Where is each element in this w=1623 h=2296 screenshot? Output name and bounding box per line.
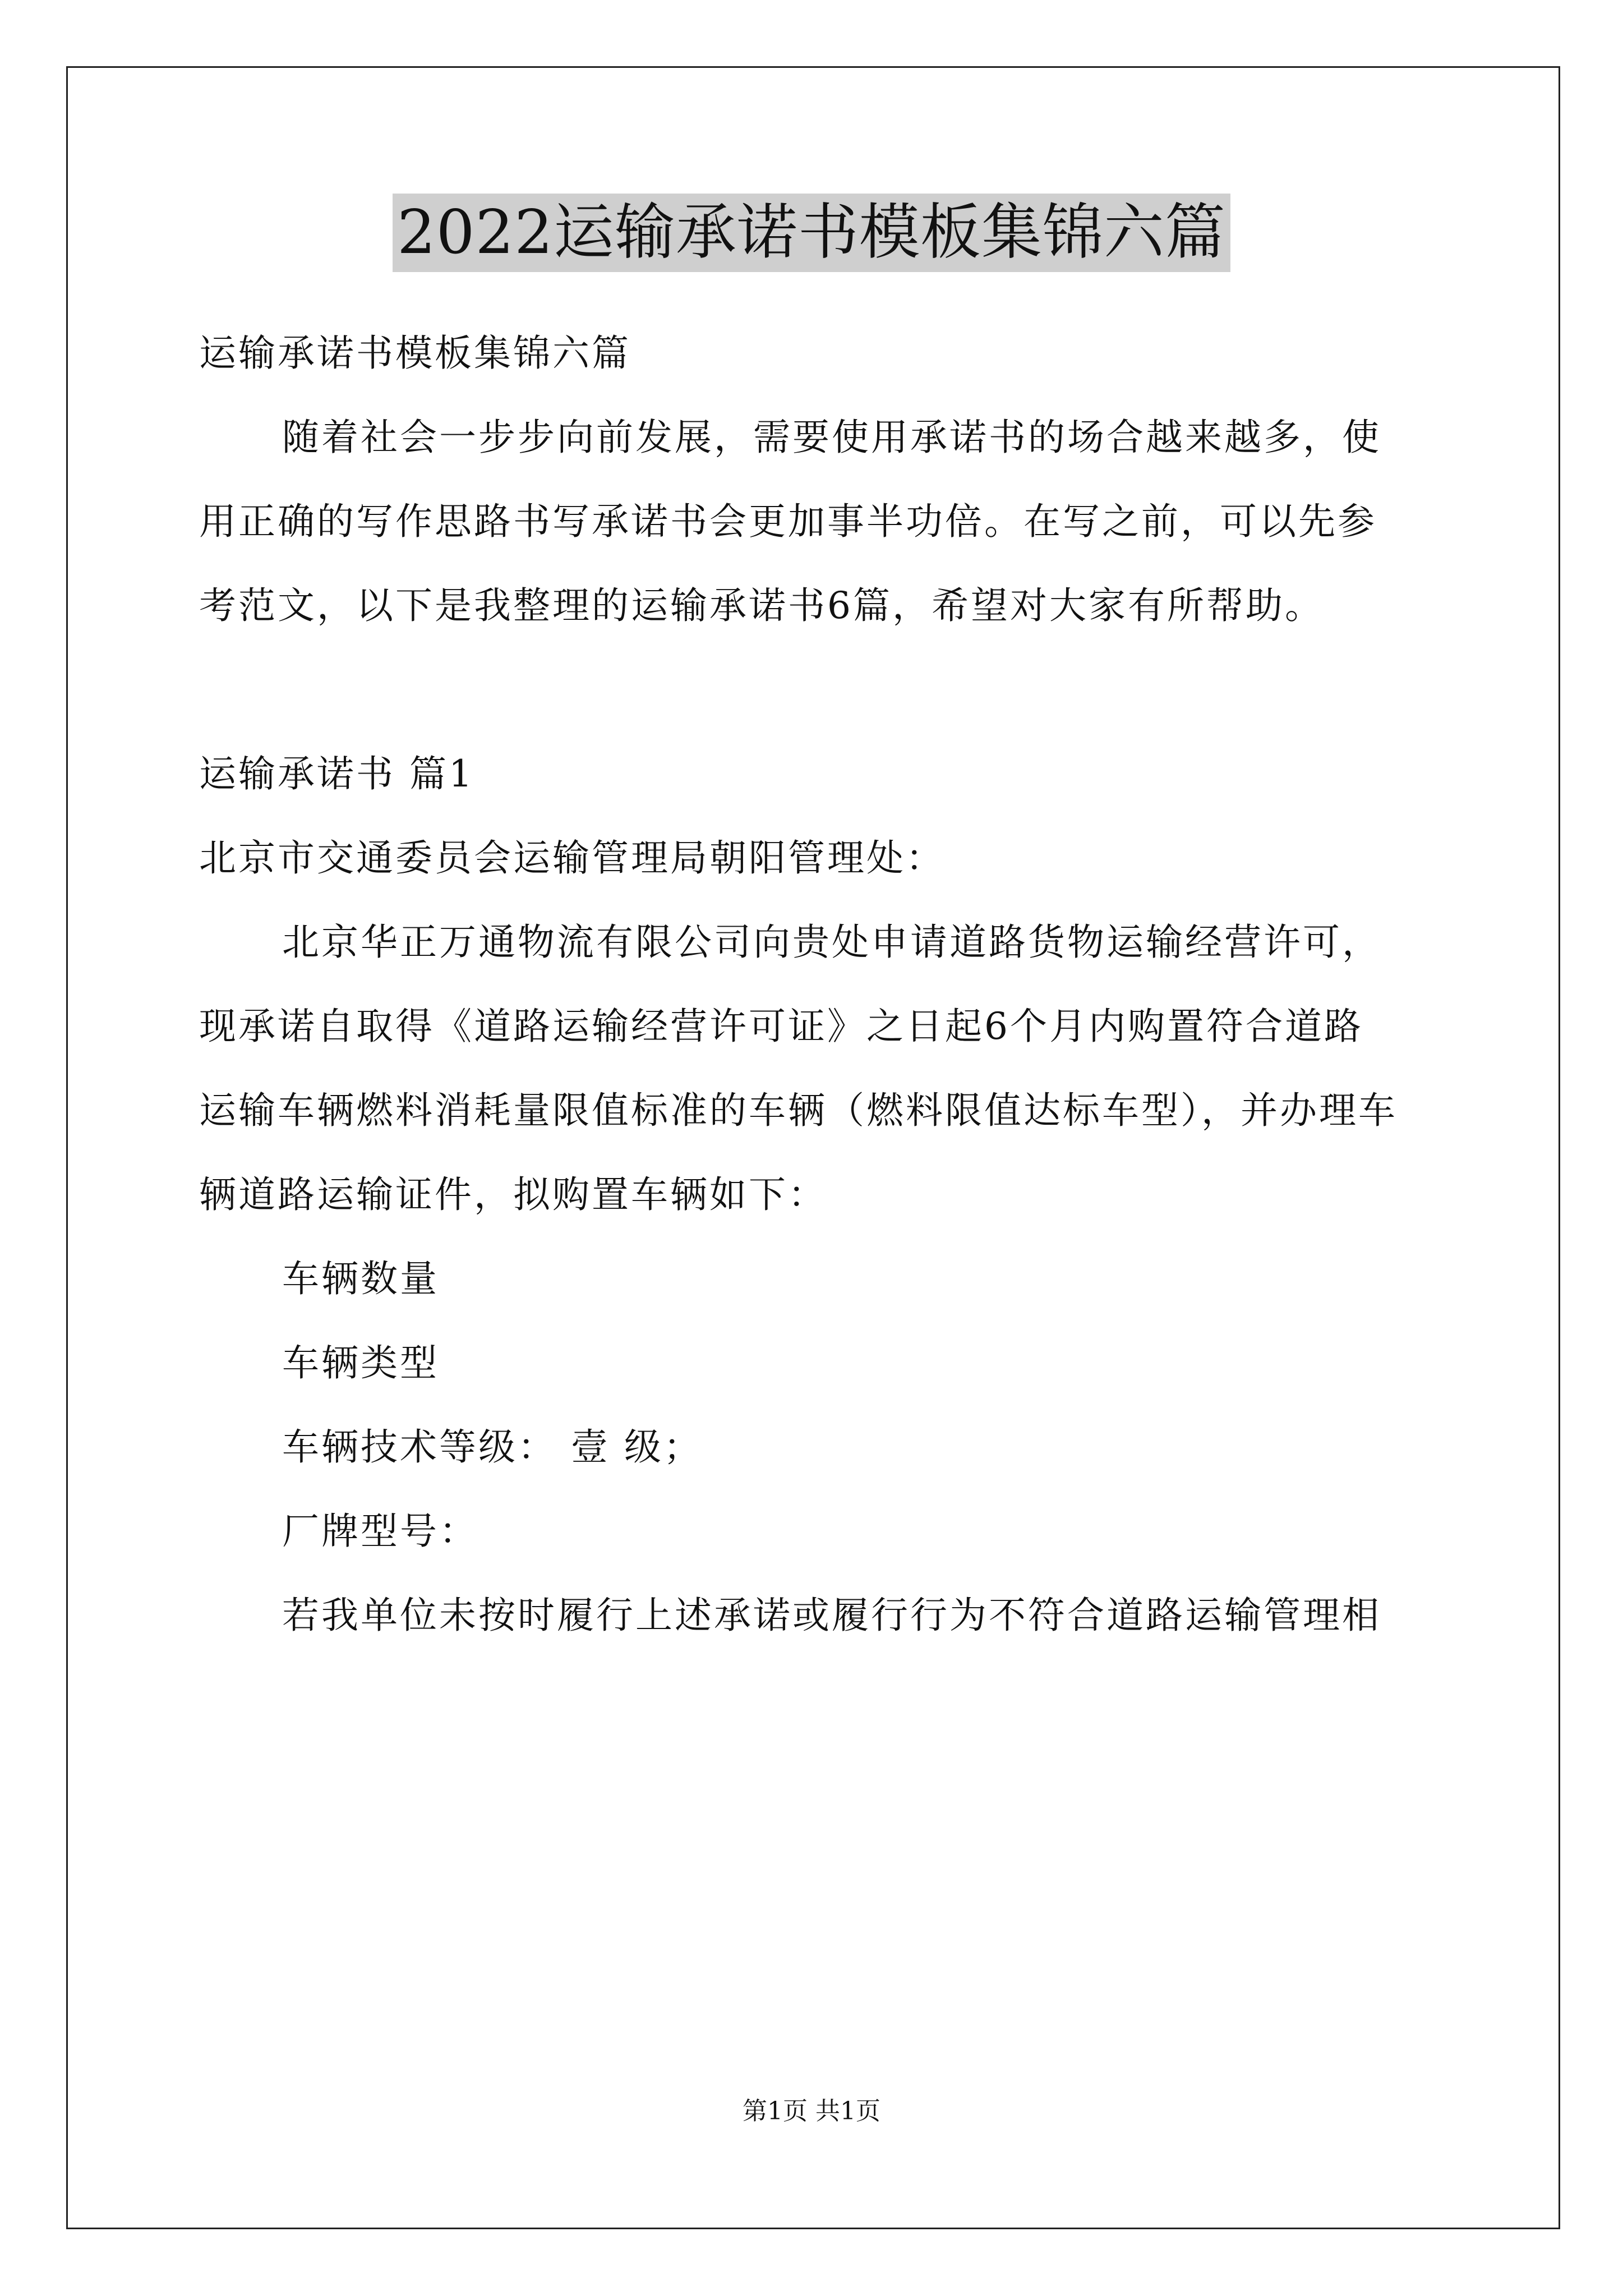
field-vehicle-type: 车辆类型 (282, 1341, 439, 1384)
field-brand-model: 厂牌型号： (282, 1510, 478, 1553)
body-line-1: 北京华正万通物流有限公司向贵处申请道路货物运输经营许可， (282, 921, 1381, 964)
body-last-line: 若我单位未按时履行上述承诺或履行行为不符合道路运输管理相 (282, 1594, 1381, 1637)
field-vehicle-count: 车辆数量 (282, 1257, 439, 1300)
paragraph-gap (199, 648, 1433, 732)
intro-line-2: 用正确的写作思路书写承诺书会更加事半功倍。在写之前，可以先参 (199, 500, 1377, 543)
intro-line-1: 随着社会一步步向前发展，需要使用承诺书的场合越来越多，使 (282, 416, 1381, 459)
body-line-2: 现承诺自取得《道路运输经营许可证》之日起6个月内购置符合道路 (199, 1005, 1363, 1048)
body-line-3: 运输车辆燃料消耗量限值标准的车辆（燃料限值达标车型），并办理车 (199, 1089, 1398, 1132)
section-heading: 运输承诺书 篇1 (199, 752, 474, 795)
document-title-text: 2022运输承诺书模板集锦六篇 (393, 194, 1230, 272)
document-subtitle: 运输承诺书模板集锦六篇 (199, 332, 631, 375)
page-footer: 第1页 共1页 (743, 2097, 880, 2125)
addressee: 北京市交通委员会运输管理局朝阳管理处： (199, 836, 945, 880)
intro-line-3: 考范文，以下是我整理的运输承诺书6篇，希望对大家有所帮助。 (199, 584, 1324, 627)
document-title (0, 194, 1623, 272)
body-line-4: 辆道路运输证件，拟购置车辆如下： (199, 1173, 827, 1216)
field-vehicle-grade: 车辆技术等级： 壹 级； (282, 1425, 703, 1469)
document-body (199, 311, 1433, 1658)
